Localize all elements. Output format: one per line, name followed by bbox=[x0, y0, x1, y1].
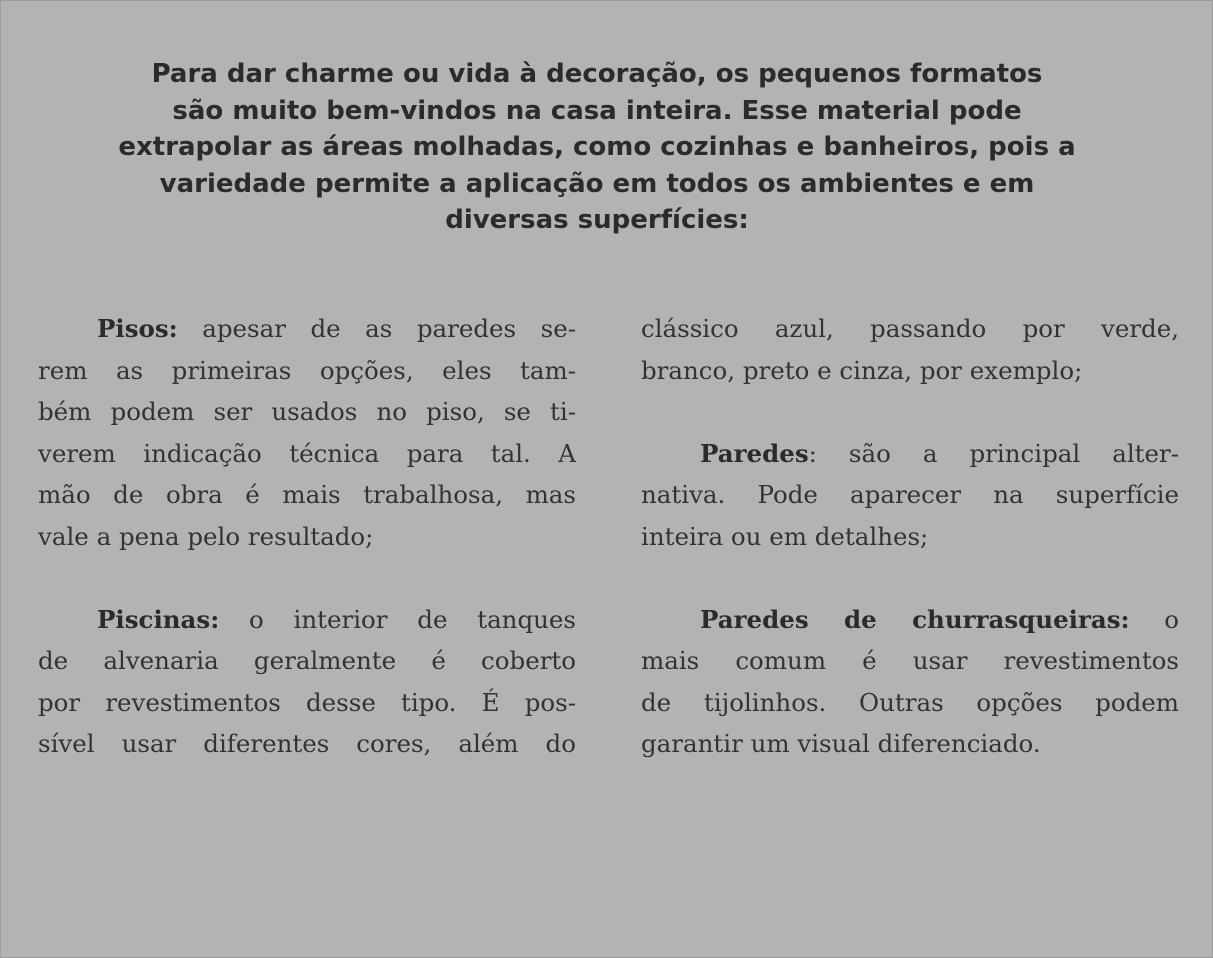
paragraph-piscinas-continued bbox=[641, 308, 1179, 391]
paragraph-line: de tijolinhos. Outras opções podem bbox=[641, 687, 1179, 717]
paragraph-line: clássico azul, passando por verde, bbox=[641, 314, 1179, 343]
paragraph-spacer bbox=[641, 391, 1179, 433]
paragraph-line bbox=[641, 599, 1179, 641]
paragraph-line: mais comum é usar revestimentos bbox=[641, 646, 1179, 675]
paragraph-line: vale a pena pelo resultado; bbox=[38, 521, 374, 551]
paragraph-pisos bbox=[38, 308, 576, 557]
paragraph-line: inteira ou em detalhes; bbox=[641, 521, 929, 551]
paragraph-text: : são a principal alter- bbox=[808, 438, 1179, 468]
paragraph-line bbox=[641, 433, 1179, 475]
paragraph-line bbox=[38, 308, 576, 350]
paragraph-text: o interior de tanques bbox=[219, 604, 576, 634]
paragraph-line: bém podem ser usados no piso, se ti- bbox=[38, 397, 576, 426]
paragraph-line: garantir um visual diferenciado. bbox=[641, 729, 1041, 758]
paragraph-line: por revestimentos desse tipo. É pos- bbox=[38, 687, 576, 717]
intro-line: variedade permite a aplicação em todos os ambientes e em bbox=[159, 168, 1035, 199]
intro-line: diversas superfícies: bbox=[445, 205, 749, 235]
paragraph-line: branco, preto e cinza, por exemplo; bbox=[641, 355, 1083, 385]
paragraph-line: sível usar diferentes cores, além do bbox=[38, 729, 576, 758]
paragraph-text: o bbox=[1129, 604, 1179, 634]
paragraph-piscinas bbox=[38, 599, 576, 765]
intro-line: extrapolar as áreas molhadas, como cozinhas e banheiros, pois a bbox=[118, 132, 1076, 162]
paragraph-spacer bbox=[38, 557, 576, 599]
right-column bbox=[641, 308, 1179, 765]
term-piscinas: Piscinas: bbox=[97, 604, 220, 634]
paragraph-line: rem as primeiras opções, eles tam- bbox=[38, 355, 576, 385]
intro-line: Para dar charme ou vida à decoração, os pequenos formatos bbox=[151, 59, 1043, 89]
term-pisos: Pisos: bbox=[97, 314, 178, 343]
paragraph-spacer bbox=[641, 557, 1179, 599]
intro-line: são muito bem-vindos na casa inteira. Esse material pode bbox=[172, 95, 1022, 126]
paragraph-churrasqueiras bbox=[641, 599, 1179, 765]
paragraph-line: mão de obra é mais trabalhosa, mas bbox=[38, 480, 576, 509]
paragraph-line: verem indicação técnica para tal. A bbox=[38, 438, 576, 468]
left-column bbox=[38, 308, 576, 765]
paragraph-text: apesar de as paredes se- bbox=[177, 314, 576, 343]
term-paredes: Paredes bbox=[700, 438, 809, 468]
paragraph-paredes bbox=[641, 433, 1179, 558]
paragraph-line: nativa. Pode aparecer na superfície bbox=[641, 480, 1179, 509]
intro-paragraph bbox=[61, 56, 1133, 239]
paragraph-line bbox=[38, 599, 576, 641]
paragraph-line: de alvenaria geralmente é coberto bbox=[38, 646, 576, 675]
term-churrasqueiras: Paredes de churrasqueiras: bbox=[700, 604, 1130, 634]
